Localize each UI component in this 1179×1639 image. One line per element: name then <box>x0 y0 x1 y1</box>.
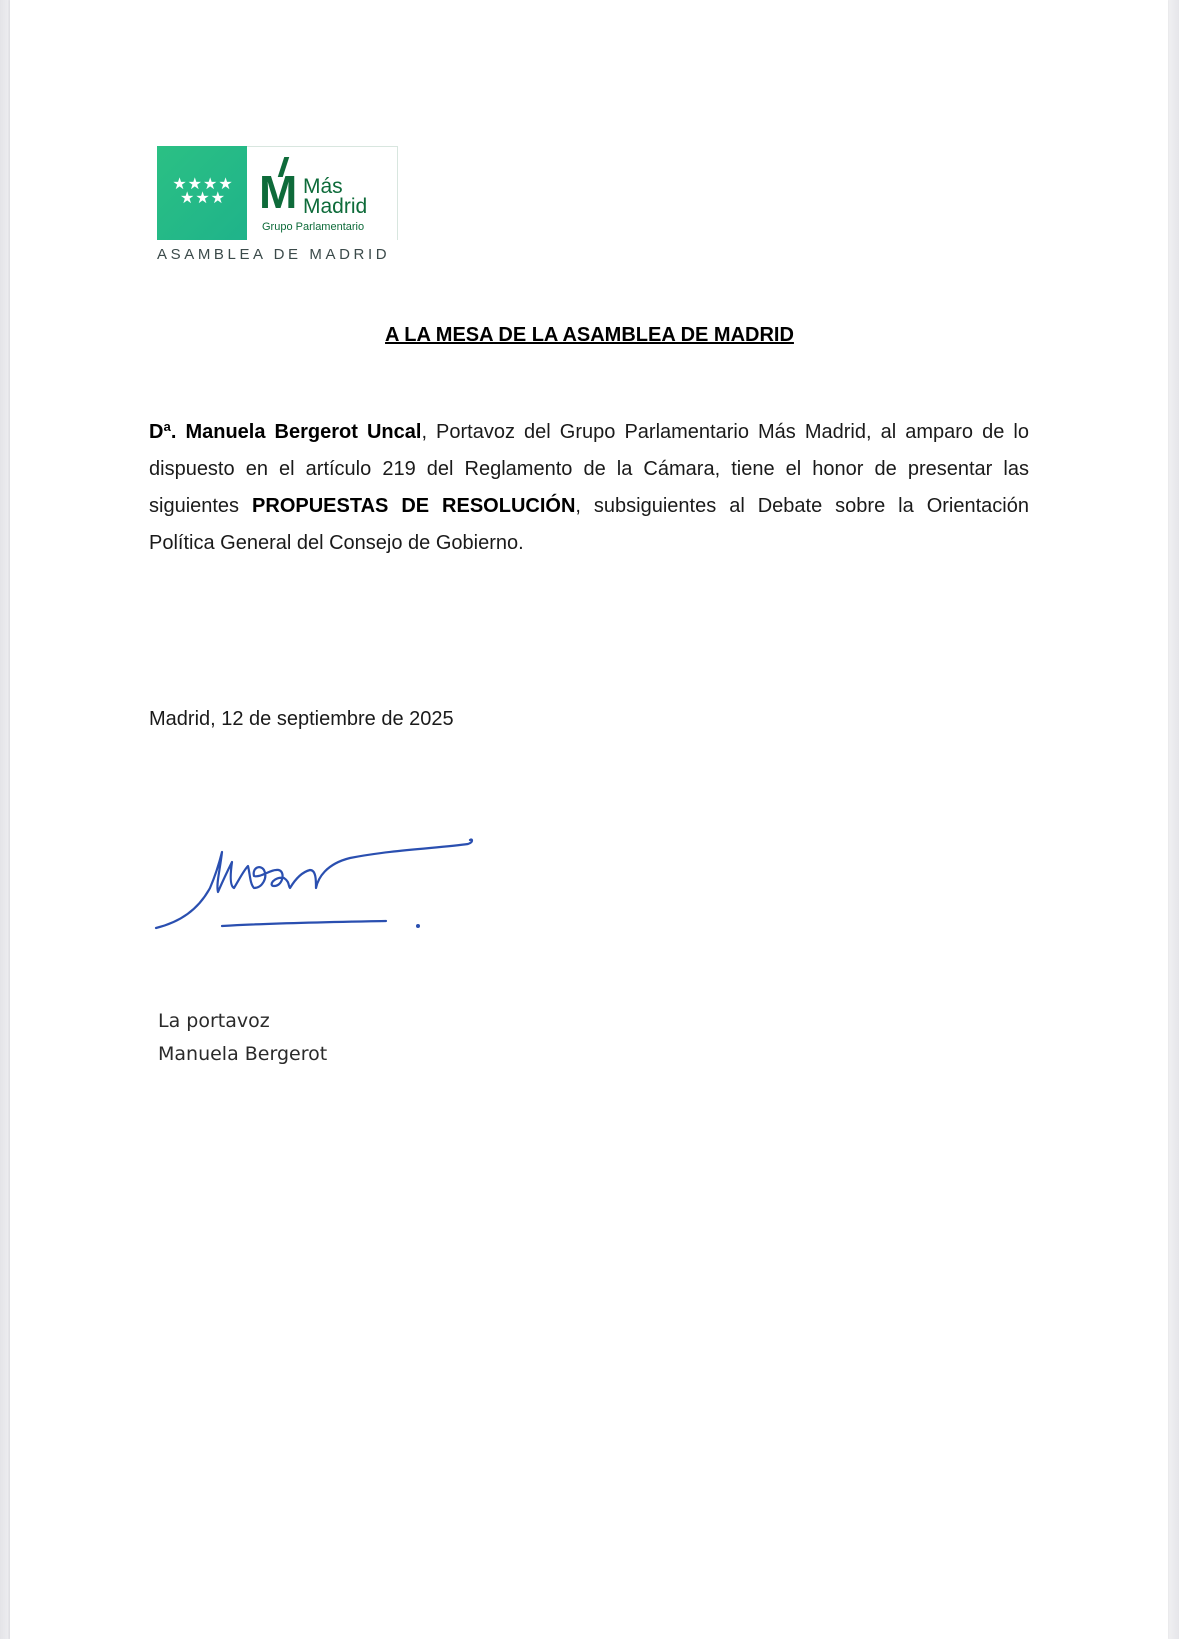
logo-m-letter: M <box>259 166 298 218</box>
signer-name: Manuela Bergerot <box>158 1043 328 1065</box>
signature-strokes <box>156 839 472 928</box>
logo-party-line2: Madrid <box>303 195 368 218</box>
body-part-1: , Portavoz del Grupo Parlamentario Más Madrid, al amparo de lo dispuesto en el artículo 219 del Reglamento de la Cámara, tiene el honor de presentar las siguientes <box>149 421 1029 517</box>
logo-group-label: Grupo Parlamentario <box>262 221 365 233</box>
body-part-2: , subsiguientes al Debate sobre la Orientación Política General del Consejo de Gobierno. <box>149 495 1029 554</box>
signature-underline <box>222 921 386 926</box>
signer-role: La portavoz <box>158 1010 270 1032</box>
logo-white-panel <box>247 146 398 240</box>
institution-label: ASAMBLEA DE MADRID <box>157 246 391 263</box>
logo-party-name <box>303 177 367 217</box>
signature-dot <box>416 924 420 928</box>
resolution-proposals: PROPUESTAS DE RESOLUCIÓN <box>252 495 576 517</box>
document-title: A LA MESA DE LA ASAMBLEA DE MADRID <box>385 324 794 346</box>
sender-name: Dª. Manuela Bergerot Uncal <box>149 421 422 443</box>
handwritten-signature <box>150 830 500 940</box>
date-line: Madrid, 12 de septiembre de 2025 <box>149 708 454 730</box>
viewer-left-edge <box>0 0 8 1639</box>
logo-green-panel <box>157 146 247 240</box>
signature-main-stroke <box>156 839 472 928</box>
mas-madrid-logo <box>157 146 398 240</box>
document-body <box>149 414 1029 562</box>
logo-party-line1: Más <box>303 175 343 198</box>
viewer-scrollbar[interactable] <box>1168 0 1179 1639</box>
stars-icon: ★★★★ ★★★ <box>172 176 234 207</box>
